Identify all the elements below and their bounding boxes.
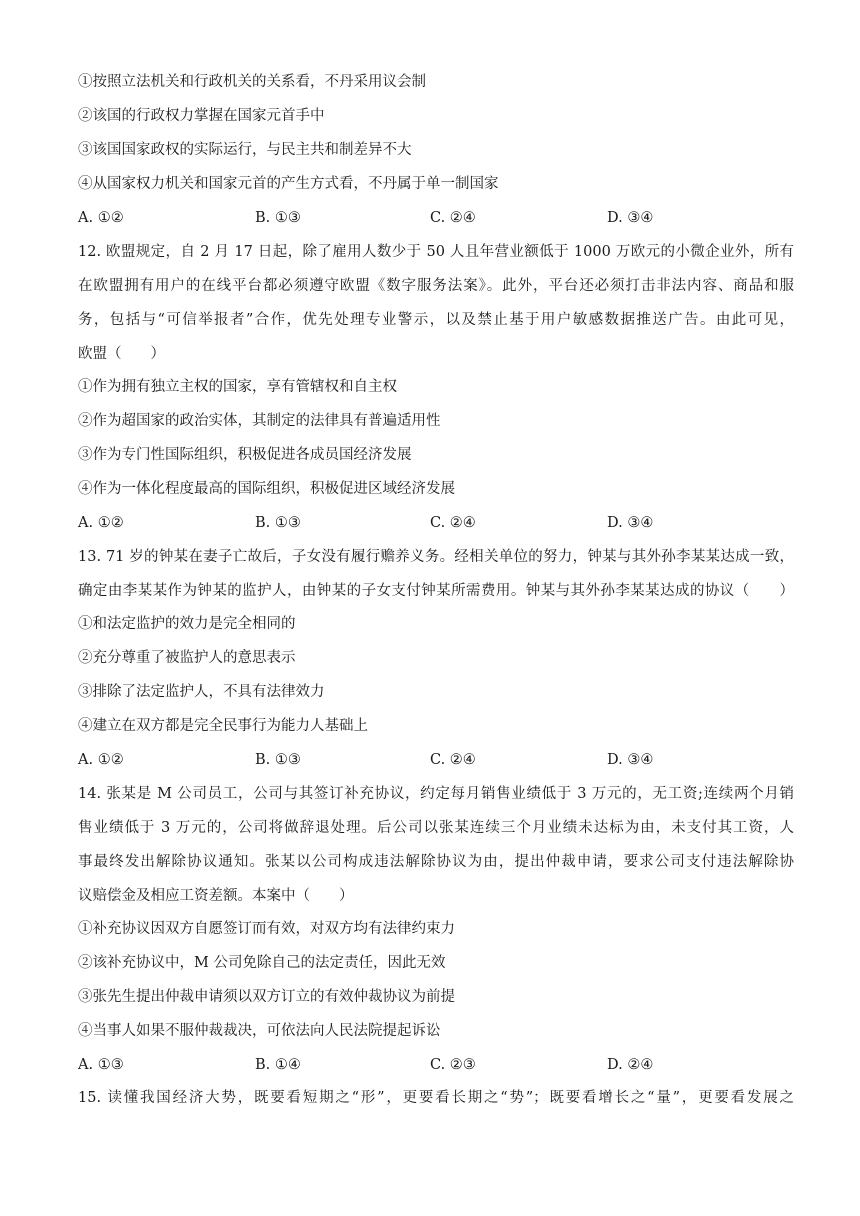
q11-item-2: ②该国的行政权力掌握在国家元首手中 xyxy=(78,108,325,124)
q11-item-4: ④从国家权力机关和国家元首的产生方式看，不丹属于单一制国家 xyxy=(78,176,499,192)
q12-option-d: D. ③④ xyxy=(607,515,654,531)
q11-option-b: B. ①③ xyxy=(255,210,301,226)
q14-item-4: ④当事人如果不服仲裁裁决，可依法向人民法院提起诉讼 xyxy=(78,1023,441,1039)
q14-option-d: D. ②④ xyxy=(607,1057,654,1073)
q12-stem-line-4: 欧盟（ ） xyxy=(78,346,165,362)
q14-item-2: ②该补充协议中，M 公司免除自己的法定责任，因此无效 xyxy=(78,955,446,971)
q11-item-1: ①按照立法机关和行政机关的关系看，不丹采用议会制 xyxy=(78,74,426,90)
q13-options xyxy=(78,750,794,770)
q11-options xyxy=(78,208,794,228)
q13-item-4: ④建立在双方都是完全民事行为能力人基础上 xyxy=(78,718,368,734)
q14-options xyxy=(78,1055,794,1075)
q13-option-b: B. ①③ xyxy=(255,752,301,768)
q11-item-3: ③该国国家政权的实际运行，与民主共和制差异不大 xyxy=(78,142,412,158)
q14-item-3: ③张先生提出仲裁申请须以双方订立的有效仲裁协议为前提 xyxy=(78,989,455,1005)
q12-item-3: ③作为专门性国际组织，积极促进各成员国经济发展 xyxy=(78,447,412,463)
q14-item-1: ①补充协议因双方自愿签订而有效，对双方均有法律约束力 xyxy=(78,921,455,937)
q12-option-c: C. ②④ xyxy=(430,515,476,531)
q12-option-a: A. ①② xyxy=(78,515,124,531)
q11-option-c: C. ②④ xyxy=(430,210,476,226)
q12-option-b: B. ①③ xyxy=(255,515,301,531)
q14-stem-line-4: 议赔偿金及相应工资差额。本案中（ ） xyxy=(78,888,354,904)
q13-option-a: A. ①② xyxy=(78,752,124,768)
q12-stem-line-1: 12. 欧盟规定，自 2 月 17 日起，除了雇用人数少于 50 人且年营业额低于 1000 万欧元的小微企业外，所有 xyxy=(78,244,794,260)
q13-stem-line-1: 13. 71 岁的钟某在妻子亡故后，子女没有履行赡养义务。经相关单位的努力，钟某与其外孙李某某达成一致， xyxy=(78,549,794,565)
q13-option-c: C. ②④ xyxy=(430,752,476,768)
q12-stem-line-2: 在欧盟拥有用户的在线平台都必须遵守欧盟《数字服务法案》。此外，平台还必须打击非法内容、商品和服 xyxy=(78,278,794,294)
q13-item-2: ②充分尊重了被监护人的意思表示 xyxy=(78,650,296,666)
q12-item-1: ①作为拥有独立主权的国家，享有管辖权和自主权 xyxy=(78,379,397,395)
q14-stem-line-1: 14. 张某是 M 公司员工，公司与其签订补充协议，约定每月销售业绩低于 3 万元的，无工资;连续两个月销 xyxy=(78,786,794,802)
q14-stem-line-3: 事最终发出解除协议通知。张某以公司构成违法解除协议为由，提出仲裁申请，要求公司支付违法解除协 xyxy=(78,854,794,870)
q12-options xyxy=(78,513,794,533)
q14-option-c: C. ②③ xyxy=(430,1057,476,1073)
q11-option-a: A. ①② xyxy=(78,210,124,226)
q12-item-2: ②作为超国家的政治实体，其制定的法律具有普遍适用性 xyxy=(78,413,441,429)
q14-stem-line-2: 售业绩低于 3 万元的，公司将做辞退处理。后公司以张某连续三个月业绩未达标为由，未支付其工资，人 xyxy=(78,820,794,836)
q14-option-a: A. ①③ xyxy=(78,1057,124,1073)
q13-item-1: ①和法定监护的效力是完全相同的 xyxy=(78,616,296,632)
q15-stem-line-1: 15. 读懂我国经济大势，既要看短期之“形”，更要看长期之“势”；既要看增长之“量”，更要看发展之 xyxy=(78,1090,794,1106)
q12-item-4: ④作为一体化程度最高的国际组织，积极促进区域经济发展 xyxy=(78,481,455,497)
q13-option-d: D. ③④ xyxy=(607,752,654,768)
q11-option-d: D. ③④ xyxy=(607,210,654,226)
q13-stem-line-2: 确定由李某某作为钟某的监护人，由钟某的子女支付钟某所需费用。钟某与其外孙李某某达成的协议（ ） xyxy=(78,583,794,599)
q13-item-3: ③排除了法定监护人，不具有法律效力 xyxy=(78,684,325,700)
q14-option-b: B. ①④ xyxy=(255,1057,301,1073)
q12-stem-line-3: 务，包括与“可信举报者”合作，优先处理专业警示，以及禁止基于用户敏感数据推送广告。由此可见， xyxy=(78,312,794,328)
